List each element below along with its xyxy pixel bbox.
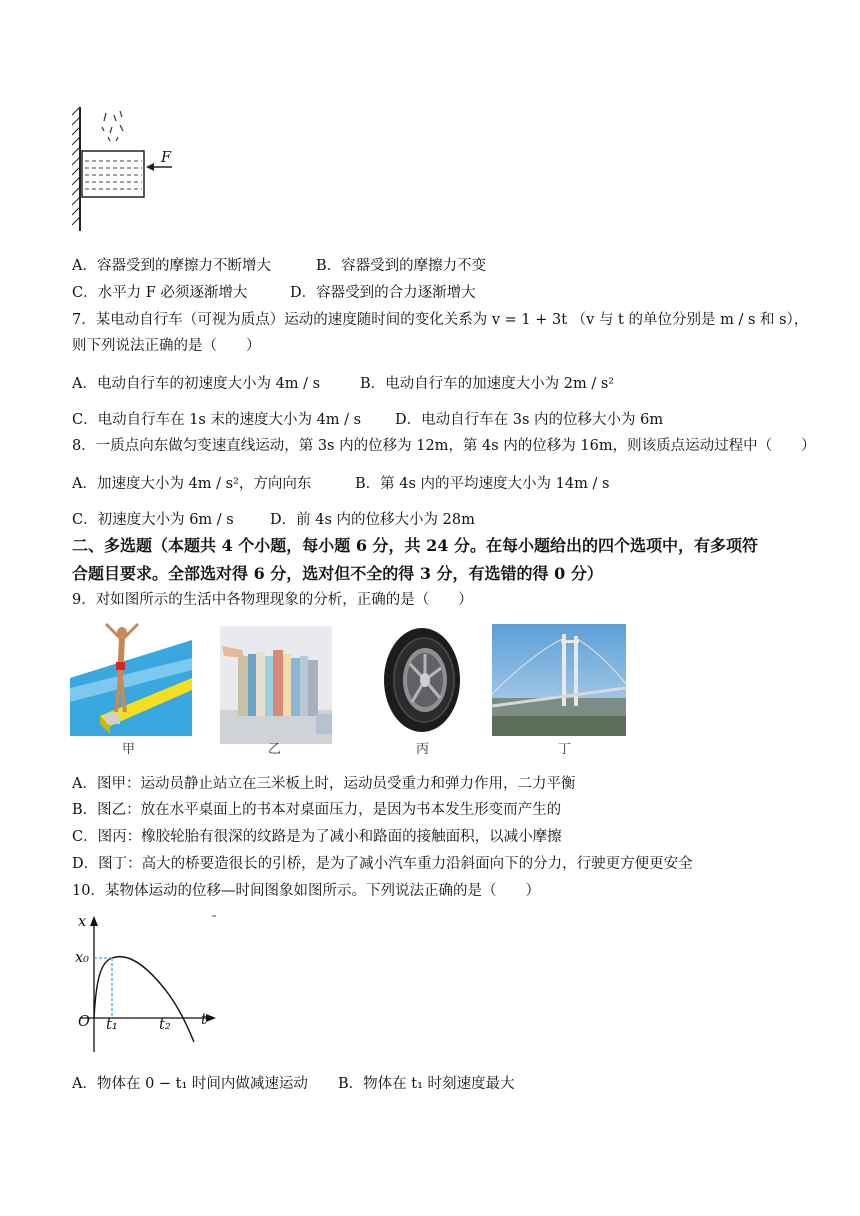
q10-option-a: A．物体在 0 − t₁ 时间内做减速运动 — [72, 1076, 308, 1092]
caption-jia: 甲 — [122, 742, 136, 757]
graph-x0-label: x₀ — [75, 950, 89, 966]
q8-option-a: A．加速度大小为 4m / s²，方向向东 — [72, 476, 312, 492]
q7-stem-line1: 7．某电动自行车（可视为质点）运动的速度随时间的变化关系为 v = 1 + 3t （v 与 t 的单位分别是 m / s 和 s）， — [72, 312, 809, 328]
caption-bing: 丙 — [416, 742, 430, 757]
graph-x-axis-label: t — [201, 1012, 207, 1028]
caption-yi: 乙 — [268, 742, 282, 757]
q6-option-d: D．容器受到的合力逐渐增大 — [290, 285, 476, 301]
graph-t2-label: t₂ — [159, 1017, 171, 1033]
q6-option-a: A．容器受到的摩擦力不断增大 — [72, 258, 271, 274]
graph-y-axis-label: x — [78, 914, 87, 930]
diver-photo — [70, 618, 192, 736]
tire-photo — [372, 624, 472, 736]
section-heading-line1: 二、多选题（本题共 4 个小题，每小题 6 分，共 24 分。在每小题给出的四个选项中，有多项符 — [72, 536, 758, 555]
q6-option-b: B．容器受到的摩擦力不变 — [316, 258, 487, 274]
graph-t1-label: t₁ — [106, 1017, 118, 1033]
q10-option-b: B．物体在 t₁ 时刻速度最大 — [338, 1076, 515, 1092]
position-time-graph — [70, 912, 230, 1062]
q7-option-c: C．电动自行车在 1s 末的速度大小为 4m / s — [72, 412, 362, 428]
q9-option-b: B．图乙：放在水平桌面上的书本对桌面压力，是因为书本发生形变而产生的 — [72, 802, 562, 818]
caption-ding: 丁 — [558, 742, 572, 757]
q7-option-d: D．电动自行车在 3s 内的位移大小为 6m — [395, 412, 664, 428]
bridge-photo — [492, 624, 626, 736]
container-wall-figure — [68, 105, 188, 235]
q9-option-d: D．图丁：高大的桥要造很长的引桥，是为了减小汽车重力沿斜面向下的分力，行驶更方便更安全 — [72, 856, 693, 872]
q8-stem: 8．一质点向东做匀变速直线运动，第 3s 内的位移为 12m，第 4s 内的位移为 16m，则该质点运动过程中（ ） — [72, 438, 816, 454]
q7-option-a: A．电动自行车的初速度大小为 4m / s — [72, 376, 321, 392]
q9-option-a: A．图甲：运动员静止站立在三米板上时，运动员受重力和弹力作用，二力平衡 — [72, 776, 576, 792]
q8-option-c: C．初速度大小为 6m / s — [72, 512, 234, 528]
q7-option-b: B．电动自行车的加速度大小为 2m / s² — [360, 376, 615, 392]
graph-origin-label: O — [78, 1014, 90, 1030]
q10-stem: 10．某物体运动的位移—时间图象如图所示。下列说法正确的是（ ） — [72, 883, 540, 899]
force-label: F — [161, 150, 172, 166]
q9-stem: 9．对如图所示的生活中各物理现象的分析，正确的是（ ） — [72, 592, 473, 608]
q7-stem-line2: 则下列说法正确的是（ ） — [72, 338, 261, 354]
q6-option-c: C．水平力 F 必须逐渐增大 — [72, 285, 248, 301]
q9-option-c: C．图丙：橡胶轮胎有很深的纹路是为了减小和路面的接触面积，以减小摩擦 — [72, 829, 562, 845]
q8-option-b: B．第 4s 内的平均速度大小为 14m / s — [355, 476, 610, 492]
section-heading-line2: 合题目要求。全部选对得 6 分，选对但不全的得 3 分，有选错的得 0 分） — [72, 564, 603, 583]
q8-option-d: D．前 4s 内的位移大小为 28m — [270, 512, 475, 528]
books-photo — [220, 626, 332, 744]
